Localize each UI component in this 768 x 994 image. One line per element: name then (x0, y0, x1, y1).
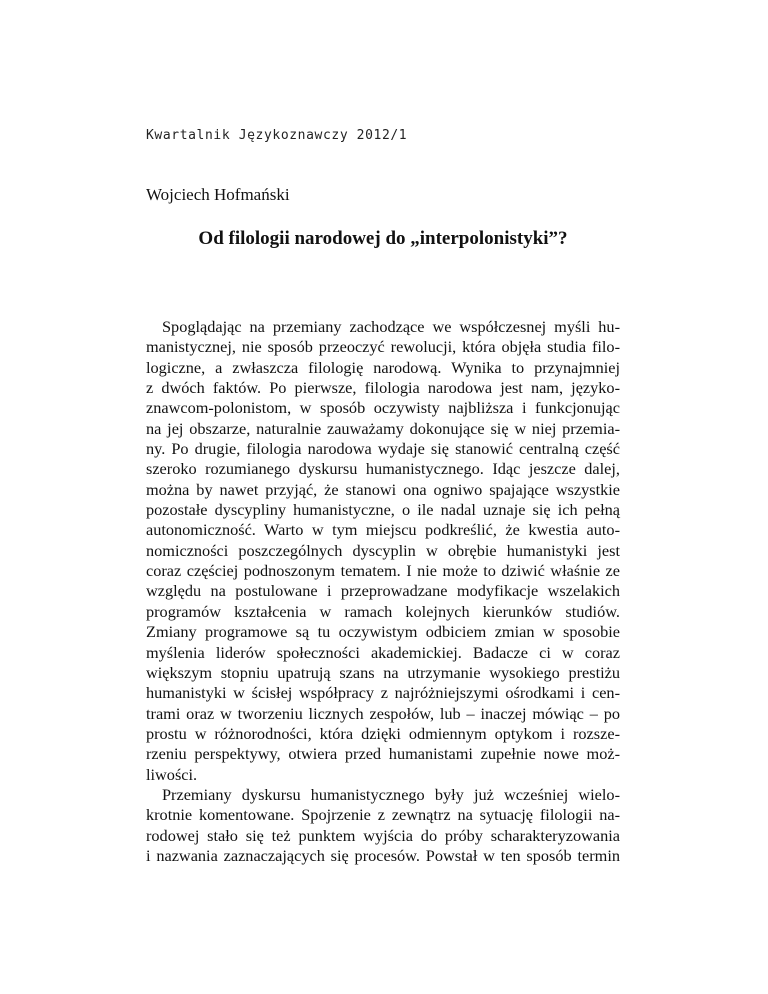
body-line: krotnie komentowane. Spojrzenie z zewnątrz na sytuację filologii na- (146, 805, 620, 825)
body-line: Spoglądając na przemiany zachodzące we współczesnej myśli hu- (162, 317, 620, 336)
body-line: Zmiany programowe są tu oczywistym odbiciem zmian w sposobie (146, 622, 620, 642)
body-line: można by nawet przyjąć, że stanowi ona ogniwo spajające wszystkie (146, 479, 620, 499)
body-line: Przemiany dyskursu humanistycznego były już wcześniej wielo- (162, 784, 620, 804)
body-line: liwości. (146, 764, 198, 784)
article-body (146, 317, 620, 866)
article-title: Od filologii narodowej do „interpolonistyki”? (198, 228, 568, 249)
body-line: coraz częściej podnoszonym tematem. I nie może to dziwić właśnie ze (146, 561, 620, 581)
body-line: znawcom-polonistom, w sposób oczywisty najbliższa i funkcjonując (146, 398, 620, 418)
body-line: i nazwania zaznaczających się procesów. Powstał w ten sposób termin (146, 845, 620, 865)
journal-header: Kwartalnik Językoznawczy 2012/1 (146, 128, 408, 143)
body-line: rzeniu perspektywy, otwiera przed humanistami zupełnie nowe moż- (146, 744, 620, 764)
body-line: nomiczności poszczególnych dyscyplin w obrębie humanistyki jest (146, 540, 620, 560)
body-line: humanistyki w ścisłej współpracy z najróżniejszymi ośrodkami i cen- (146, 683, 620, 703)
body-line: prostu w różnorodności, która dzięki odmiennym optykom i rozsze- (146, 723, 620, 743)
body-line: na jej obszarze, naturalnie zauważamy dokonujące się w niej przemia- (146, 418, 620, 438)
author-name: Wojciech Hofmański (146, 185, 290, 204)
body-line: rodowej stało się też punktem wyjścia do próby scharakteryzowania (146, 825, 620, 845)
body-line: manistycznej, nie sposób przeoczyć rewolucji, która objęła studia filo- (146, 337, 620, 357)
body-line: szeroko rozumianego dyskursu humanistycznego. Idąc jeszcze dalej, (146, 459, 620, 479)
body-line: względu na postulowane i przeprowadzane modyfikacje wszelakich (146, 581, 620, 601)
body-line: myślenia liderów społeczności akademickiej. Badacze ci w coraz (146, 642, 620, 662)
body-line: logiczne, a zwłaszcza filologię narodową. Wynika to przynajmniej (146, 357, 620, 377)
body-line: autonomiczność. Warto w tym miejscu podkreślić, że kwestia auto- (146, 520, 620, 540)
body-line: większym stopniu upatrują szans na utrzymanie wysokiego prestiżu (146, 662, 620, 682)
body-line: z dwóch faktów. Po pierwsze, filologia narodowa jest nam, języko- (146, 378, 620, 398)
body-line: ny. Po drugie, filologia narodowa wydaje się stanowić centralną część (146, 439, 620, 459)
body-line: trami oraz w tworzeniu licznych zespołów, lub – inaczej mówiąc – po (146, 703, 620, 723)
body-line: pozostałe dyscypliny humanistyczne, o ile nadal uznaje się ich pełną (146, 500, 620, 520)
body-line: programów kształcenia w ramach kolejnych kierunków studiów. (146, 601, 620, 621)
